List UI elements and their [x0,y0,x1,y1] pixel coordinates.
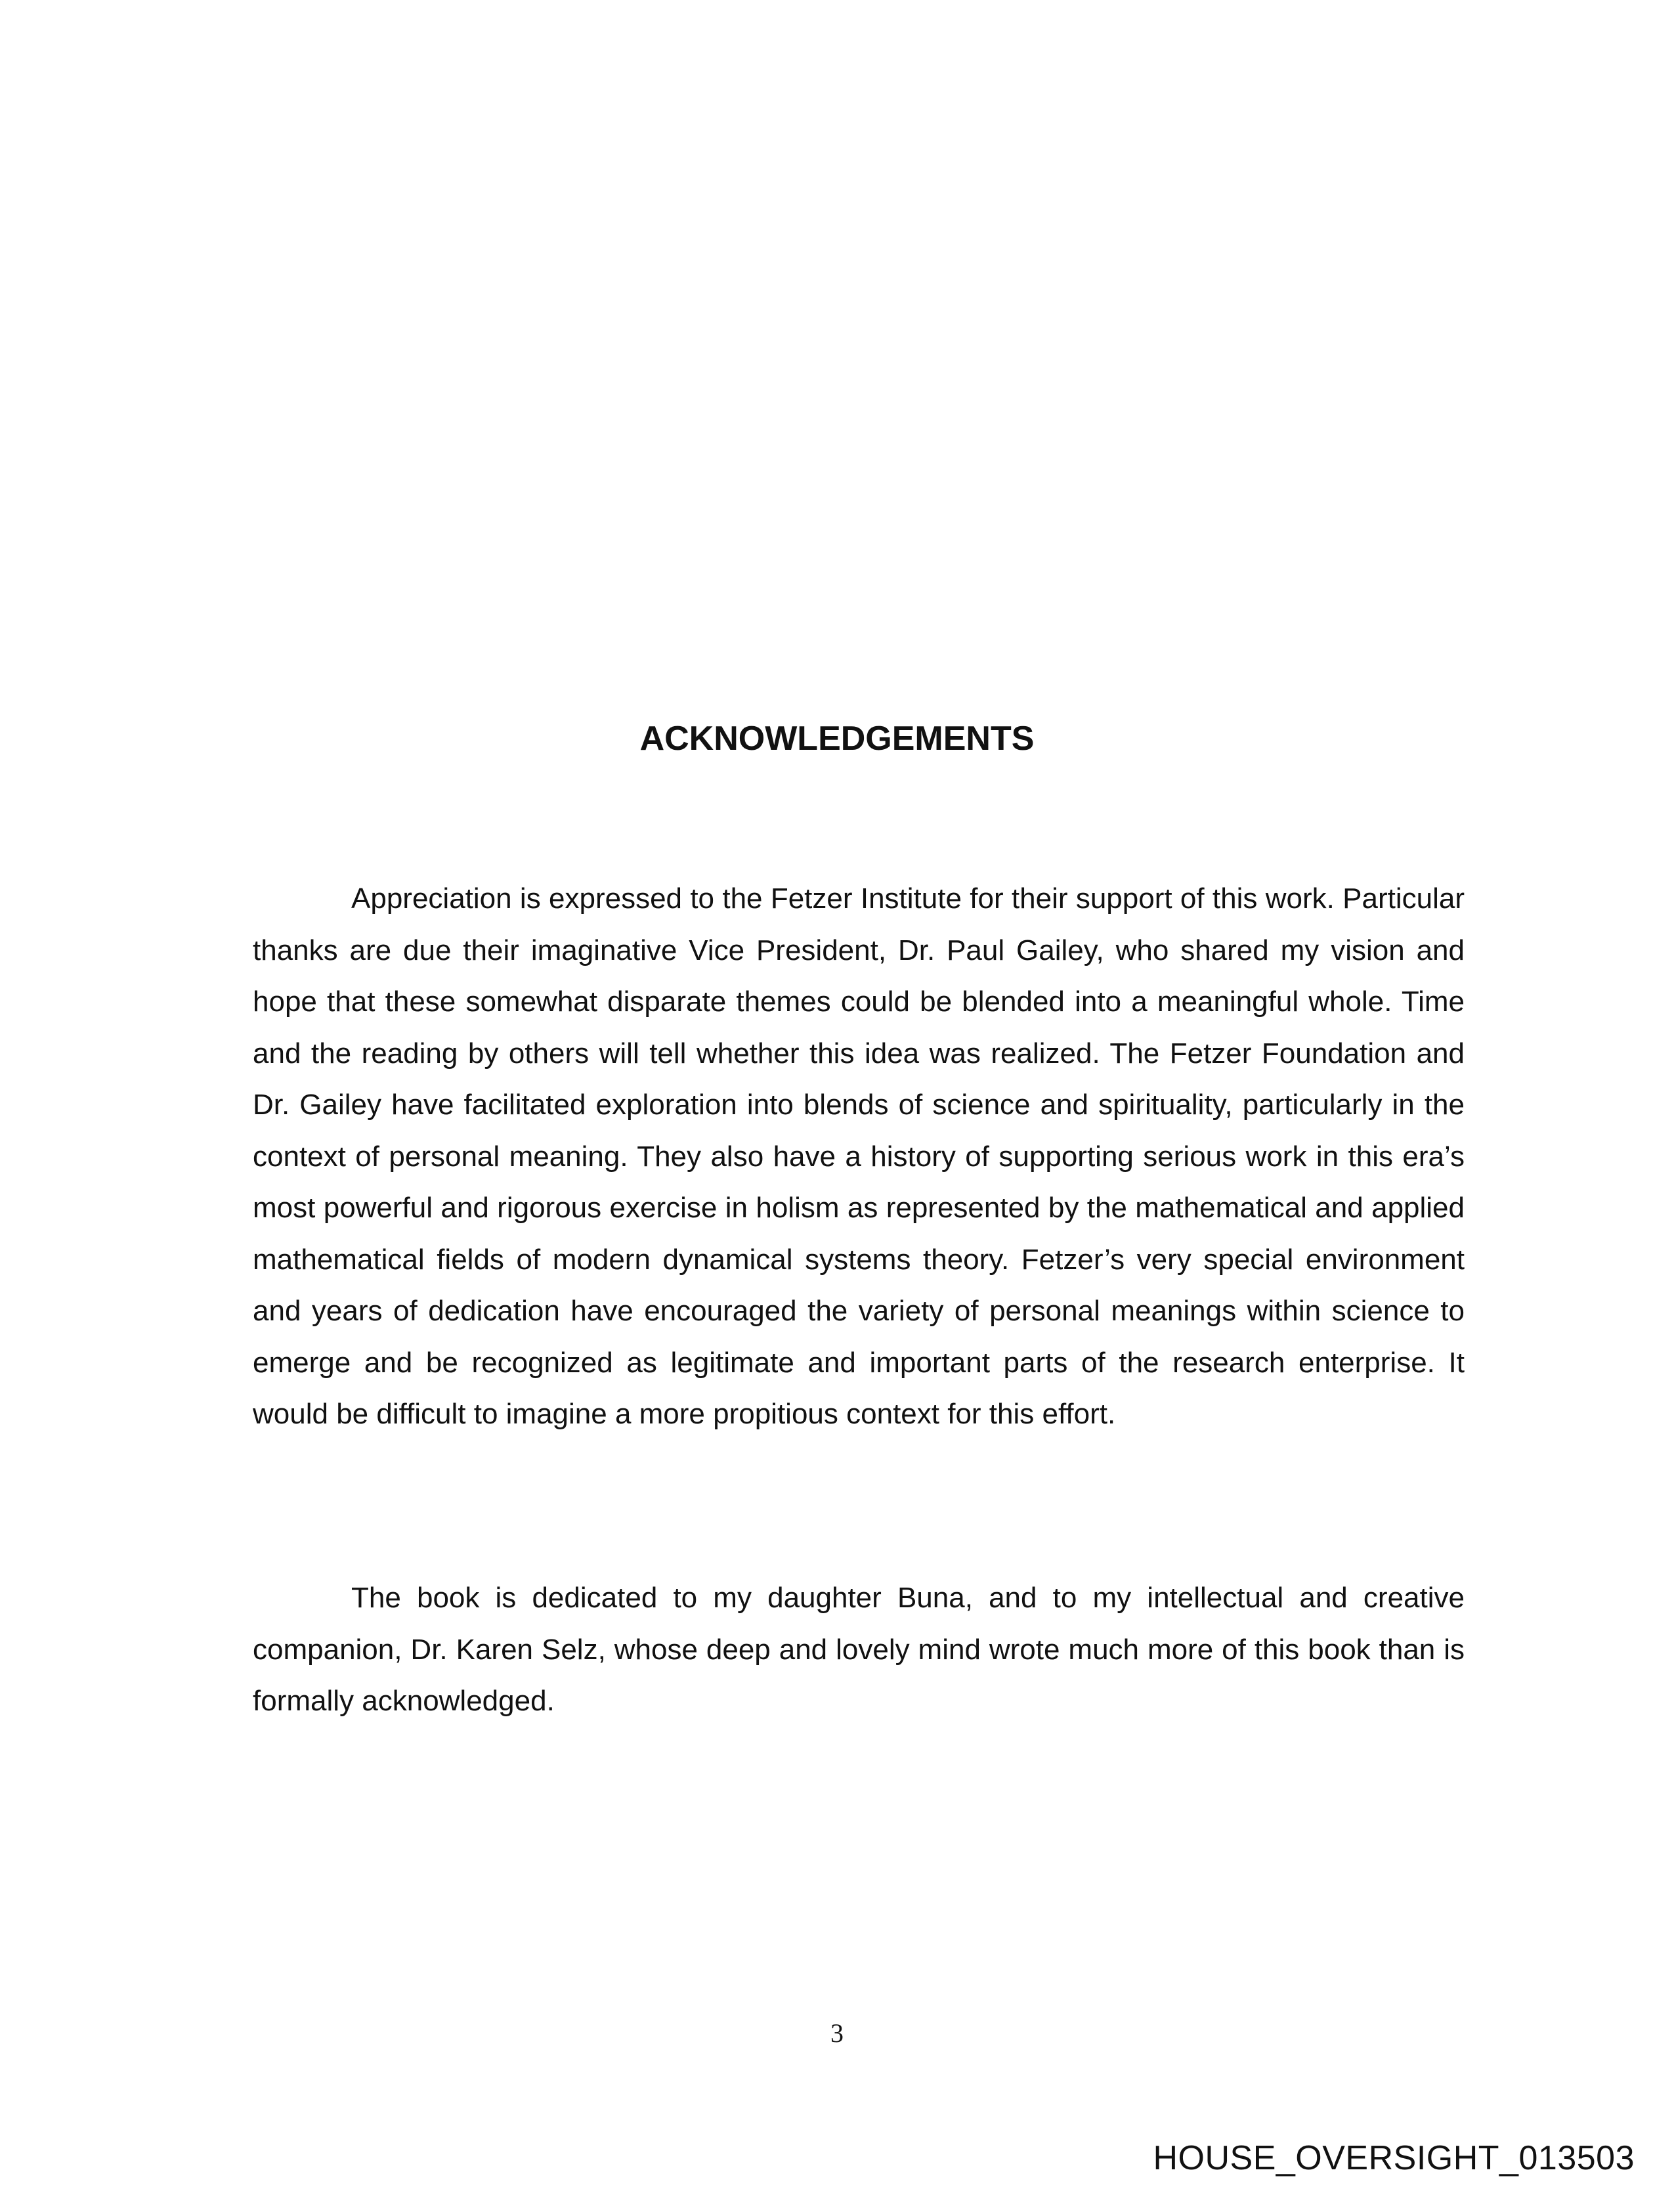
acknowledgement-paragraph: Appreciation is expressed to the Fetzer Institute for their support of this work. Particular thanks are due their imaginative Vice President, Dr. Paul Gailey, who shared my vision and hope that these somewhat disparate themes could be blended into a meaningful whole. Time and the reading by others will tell whether this idea was realized. The Fetzer Foundation and Dr. Gailey have facilitated exploration into blends of science and spirituality, particularly in the context of personal meaning. They also have a history of supporting serious work in this era’s most powerful and rigorous exercise in holism as represented by the mathematical and applied mathematical fields of modern dynamical systems theory. Fetzer’s very special environment and years of dedication have encouraged the variety of personal meanings within science to emerge and be recognized as legitimate and important parts of the research enterprise. It would be difficult to imagine a more propitious context for this effort. [253,882,1465,1430]
page-number: 3 [830,2018,844,2048]
dedication-paragraph: The book is dedicated to my daughter Buna, and to my intellectual and creative companion, Dr. Karen Selz, whose deep and lovely mind wrote much more of this book than is formally acknowledged. [253,1582,1465,1717]
bates-stamp: HOUSE_OVERSIGHT_013503 [1153,2139,1635,2177]
page-title: ACKNOWLEDGEMENTS [639,720,1035,758]
